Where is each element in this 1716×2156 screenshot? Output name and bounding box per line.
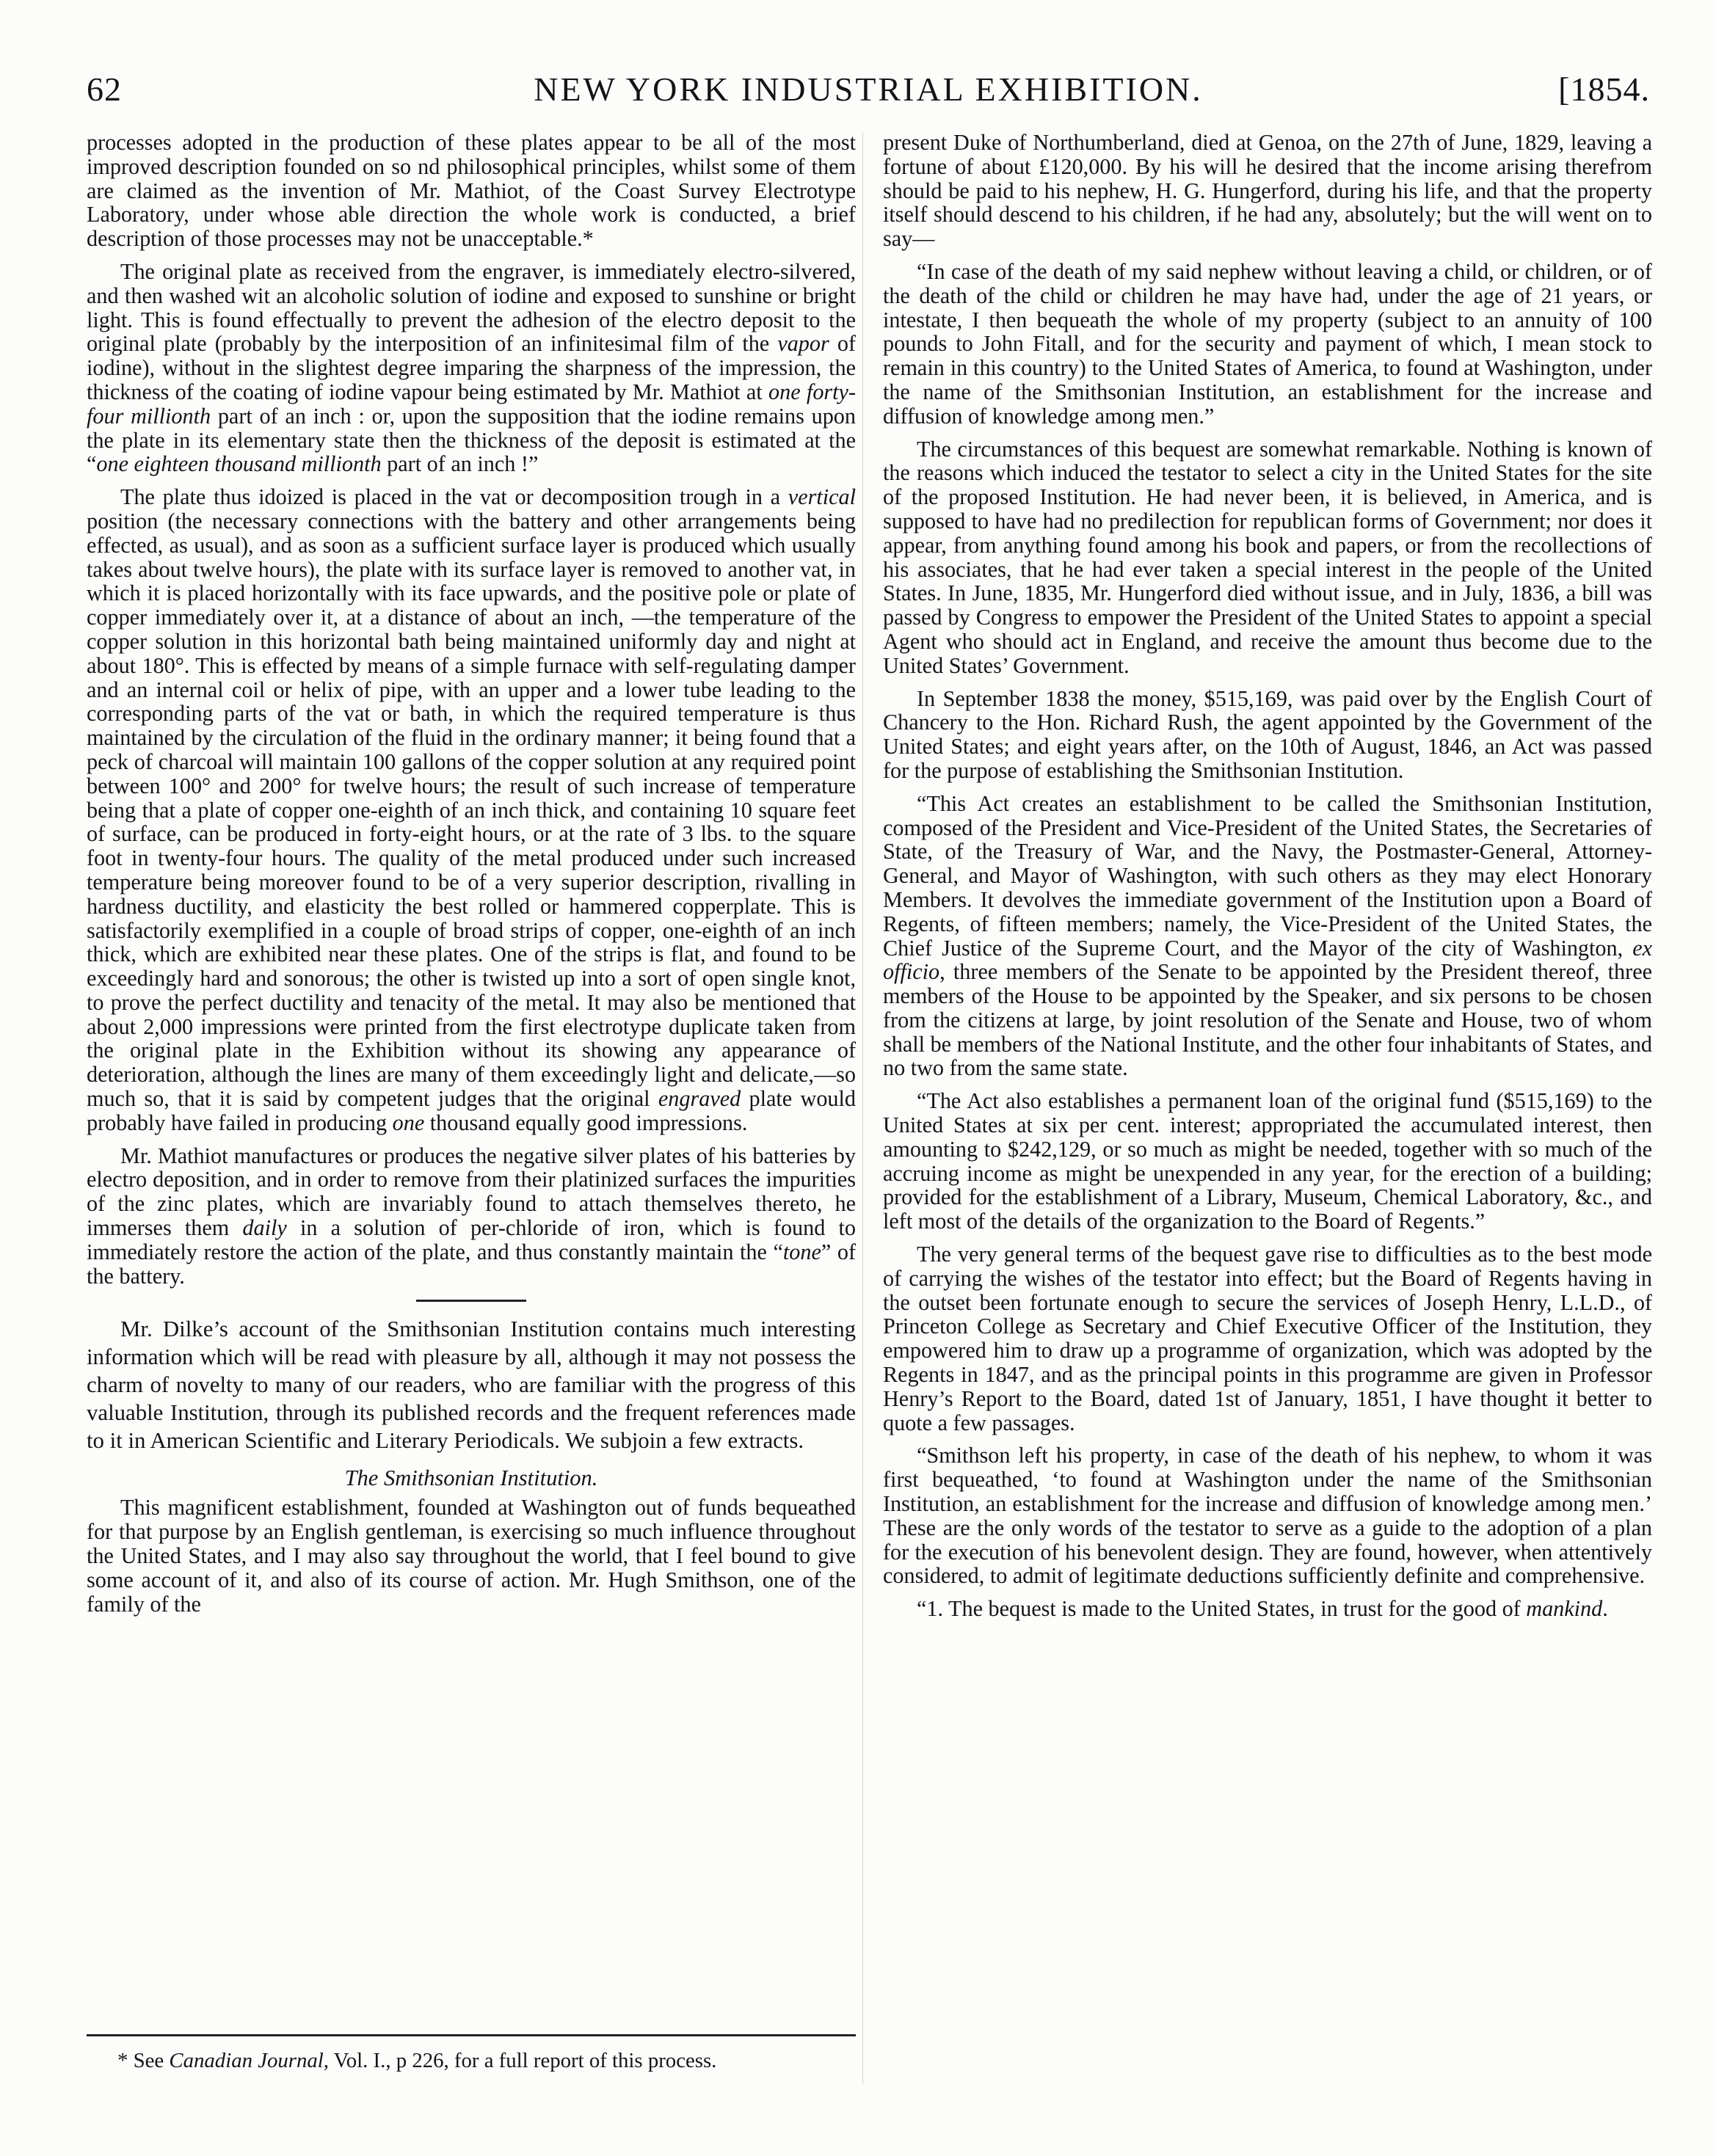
paragraph: Mr. Mathiot manufactures or produces the negative silver plates of his batteries by electro deposition, and in order to remove from their platinized surfaces the impurities of the zinc plates, which are invariably found to attach themselves thereto, he immerses them daily in a solution of per-chloride of iron, which is found to immediately restore the action of the plate, and thus constantly maintain the “tone” of the battery.: [87, 1143, 856, 1289]
right-column: [883, 131, 1652, 2090]
paragraph: present Duke of Northumberland, died at Genoa, on the 27th of June, 1829, leaving a fortune of about £120,000. By his will he desired that the income arising therefrom should be paid to his nephew, H. G. Hungerford, during his life, and that the property itself should descend to his children, if he had any, absolutely; but the will went on to say—: [883, 131, 1652, 252]
footnote: * See Canadian Journal, Vol. I., p 226, for a full report of this process.: [117, 2049, 717, 2072]
page-number: 62: [87, 70, 122, 108]
paragraph: In September 1838 the money, $515,169, was paid over by the English Court of Chancery to the Hon. Richard Rush, the agent appointed by the Government of the United States; and eight years after, on the 10th of August, 1846, an Act was passed for the purpose of establishing the Smithsonian Institution.: [883, 685, 1652, 783]
paragraph: This magnificent establishment, founded at Washington out of funds bequeathed for that purpose by an English gentleman, is exercising so much influence throughout the United States, and I may also say throughout the world, that I feel bound to give some account of it, and also of its course of action. Mr. Hugh Smithson, one of the family of the: [87, 1495, 856, 1617]
quote-paragraph: “1. The bequest is made to the United States, in trust for the good of mankind.: [917, 1596, 1608, 1622]
left-column: [87, 131, 856, 2090]
quote-paragraph: “This Act creates an establishment to be called the Smithsonian Institution, composed of the President and Vice-President of the United States, the Secretaries of State, of the Treasury of War, and the Navy, the Postmaster-General, Attorney-General, and Mayor of Washington, with such others as they may elect Honorary Members. It devolves the immediate government of the Institution upon a Board of Regents, of fifteen members; namely, the Vice-President of the United States, the Chief Justice of the Supreme Court, and the Mayor of the city of Washington, ex officio, three members of the Senate to be appointed by the President thereof, three members of the House to be appointed by the Speaker, and six persons to be chosen from the citizens at large, by joint resolution of the Senate and House, two of whom shall be members of the National Institute, and the other four inhabitants of States, and no two from the same state.: [883, 790, 1652, 1081]
footnote-divider: [87, 2034, 856, 2036]
quote-paragraph: “In case of the death of my said nephew without leaving a child, or children, or of the death of the child or children he may have had, under the age of 21 years, or intestate, I then bequeath the whole of my property (subject to an annuity of 100 pounds to John Fitall, and for the security and payment of which, I mean stock to remain in this country) to the United States of America, to found at Washington, under the name of the Smithsonian Institution, an establishment for the increase and diffusion of knowledge among men.”: [883, 258, 1652, 429]
column-divider: [862, 132, 863, 2084]
quote-paragraph: “The Act also establishes a permanent loan of the original fund ($515,169) to the United States at six per cent. interest; appropriated the accumulated interest, then amounting to $242,129, or so much as might be needed, together with so much of the accruing income as might be unexpended in any year, for the erection of a building; provided for the establishment of a Library, Museum, Chemical Laboratory, &c., and left most of the details of the organization to the Board of Regents.”: [883, 1088, 1652, 1234]
year-mark: [1854.: [1558, 70, 1650, 108]
paragraph: The plate thus idoized is placed in the vat or decomposition trough in a vertical position (the necessary connections with the battery and other arrangements being effected, as usual), and as soon as a sufficient surface layer is produced which usually takes about twelve hours), the plate with its surface layer is removed to another vat, in which it is placed horizontally with its face upwards, and the positive pole or plate of copper immediately over it, at a distance of about an inch, —the temperature of the copper solution in this horizontal bath being maintained uniformly day and night at about 180°. This is effected by means of a simple furnace with self-regulating damper and an internal coil or helix of pipe, with an upper and a lower tube leading to the corresponding parts of the vat or bath, in which the required temperature is thus maintained by the circulation of the fluid in the ordinary manner; it being found that a peck of charcoal will maintain 100 gallons of the copper solution at any required point between 100° and 200° for twelve hours; the result of such increase of temperature being that a plate of copper one-eighth of an inch thick, and containing 10 square feet of surface, can be produced in forty-eight hours, or at the rate of 3 lbs. to the square foot in twenty-four hours. The quality of the metal produced under such increased temperature being moreover found to be of a very superior description, rivalling in hardness ductility, and elasticity the best rolled or hammered copperplate. This is satisfactorily exemplified in a couple of broad strips of copper, one-eighth of an inch thick, which are exhibited near these plates. One of the strips is flat, and found to be exceedingly hard and sonorous; the other is twisted up into a sort of open single knot, to prove the perfect ductility and tenacity of the metal. It may also be mentioned that about 2,000 impressions were printed from the first electrotype duplicate taken from the original plate in the Exhibition without its showing any appearance of deterioration, although the lines are many of them exceedingly light and delicate,—so much so, that it is said by competent judges that the original engraved plate would probably have failed in producing one thousand equally good impressions.: [87, 484, 856, 1135]
section-subheading: The Smithsonian Institution.: [344, 1465, 598, 1491]
running-title: NEW YORK INDUSTRIAL EXHIBITION.: [534, 70, 1203, 108]
intro-paragraph: Mr. Dilke’s account of the Smithsonian Institution contains much interesting information which will be read with pleasure by all, although it may not possess the charm of novelty to many of our readers, who are familiar with the progress of this valuable Institution, through its published records and the frequent references made to it in American Scientific and Literary Periodicals. We subjoin a few extracts.: [87, 1316, 856, 1454]
section-divider: [416, 1300, 526, 1302]
paragraph: The original plate as received from the engraver, is immediately electro-silvered, and then washed wit an alcoholic solution of iodine and exposed to sunshine or bright light. This is found effectually to prevent the adhesion of the electro deposit to the original plate (probably by the interposition of an infinitesimal film of the vapor of iodine), without in the slightest degree imparing the sharpness of the impression, the thickness of the coating of iodine vapour being estimated by Mr. Mathiot at one forty-four millionth part of an inch : or, upon the supposition that the iodine remains upon the plate in its elementary state then the thickness of the deposit is estimated at the “one eighteen thousand millionth part of an inch !”: [87, 258, 856, 477]
paragraph: The circumstances of this bequest are somewhat remarkable. Nothing is known of the reasons which induced the testator to select a city in the United States for the site of the proposed Institution. He had never been, it is believed, in America, and is supposed to have had no predilection for republican forms of Government; nor does it appear, from anything found among his book and papers, or from the recollections of his associates, that he had ever taken a special interest in the people of the United States. In June, 1835, Mr. Hungerford died without issue, and in July, 1836, a bill was passed by Congress to empower the President of the United States to appoint a special Agent who should act in England, and receive the amount thus become due to the United States’ Government.: [883, 436, 1652, 678]
page-header: [87, 68, 1650, 112]
paragraph: The very general terms of the bequest gave rise to difficulties as to the best mode of carrying the wishes of the testator into effect; but the Board of Regents having in the outset been fortunate enough to secure the services of Joseph Henry, L.L.D., of Princeton College as Secretary and Chief Executive Officer of the Institution, they empowered him to draw up a programme of organization, which was adopted by the Regents in 1847, and as the principal points in this programme are given in Professor Henry’s Report to the Board, dated 1st of January, 1851, I have thought it better to quote a few passages.: [883, 1242, 1652, 1435]
quote-paragraph: “Smithson left his property, in case of the death of his nephew, to whom it was first bequeathed, ‘to found at Washington under the name of the Smithsonian Institution, an establishment for the increase and diffusion of knowledge among men.’ These are the only words of the testator to serve as a guide to the adoption of a plan for the execution of his benevolent design. They are found, however, when attentively considered, to admit of legitimate deductions sufficiently definite and comprehensive.: [883, 1443, 1652, 1589]
paragraph: processes adopted in the production of these plates appear to be all of the most improved description founded on so nd philosophical principles, whilst some of them are claimed as the invention of Mr. Mathiot, of the Coast Survey Electrotype Laboratory, under whose able direction the whole work is conducted, a brief description of those processes may not be unacceptable.*: [87, 131, 856, 252]
